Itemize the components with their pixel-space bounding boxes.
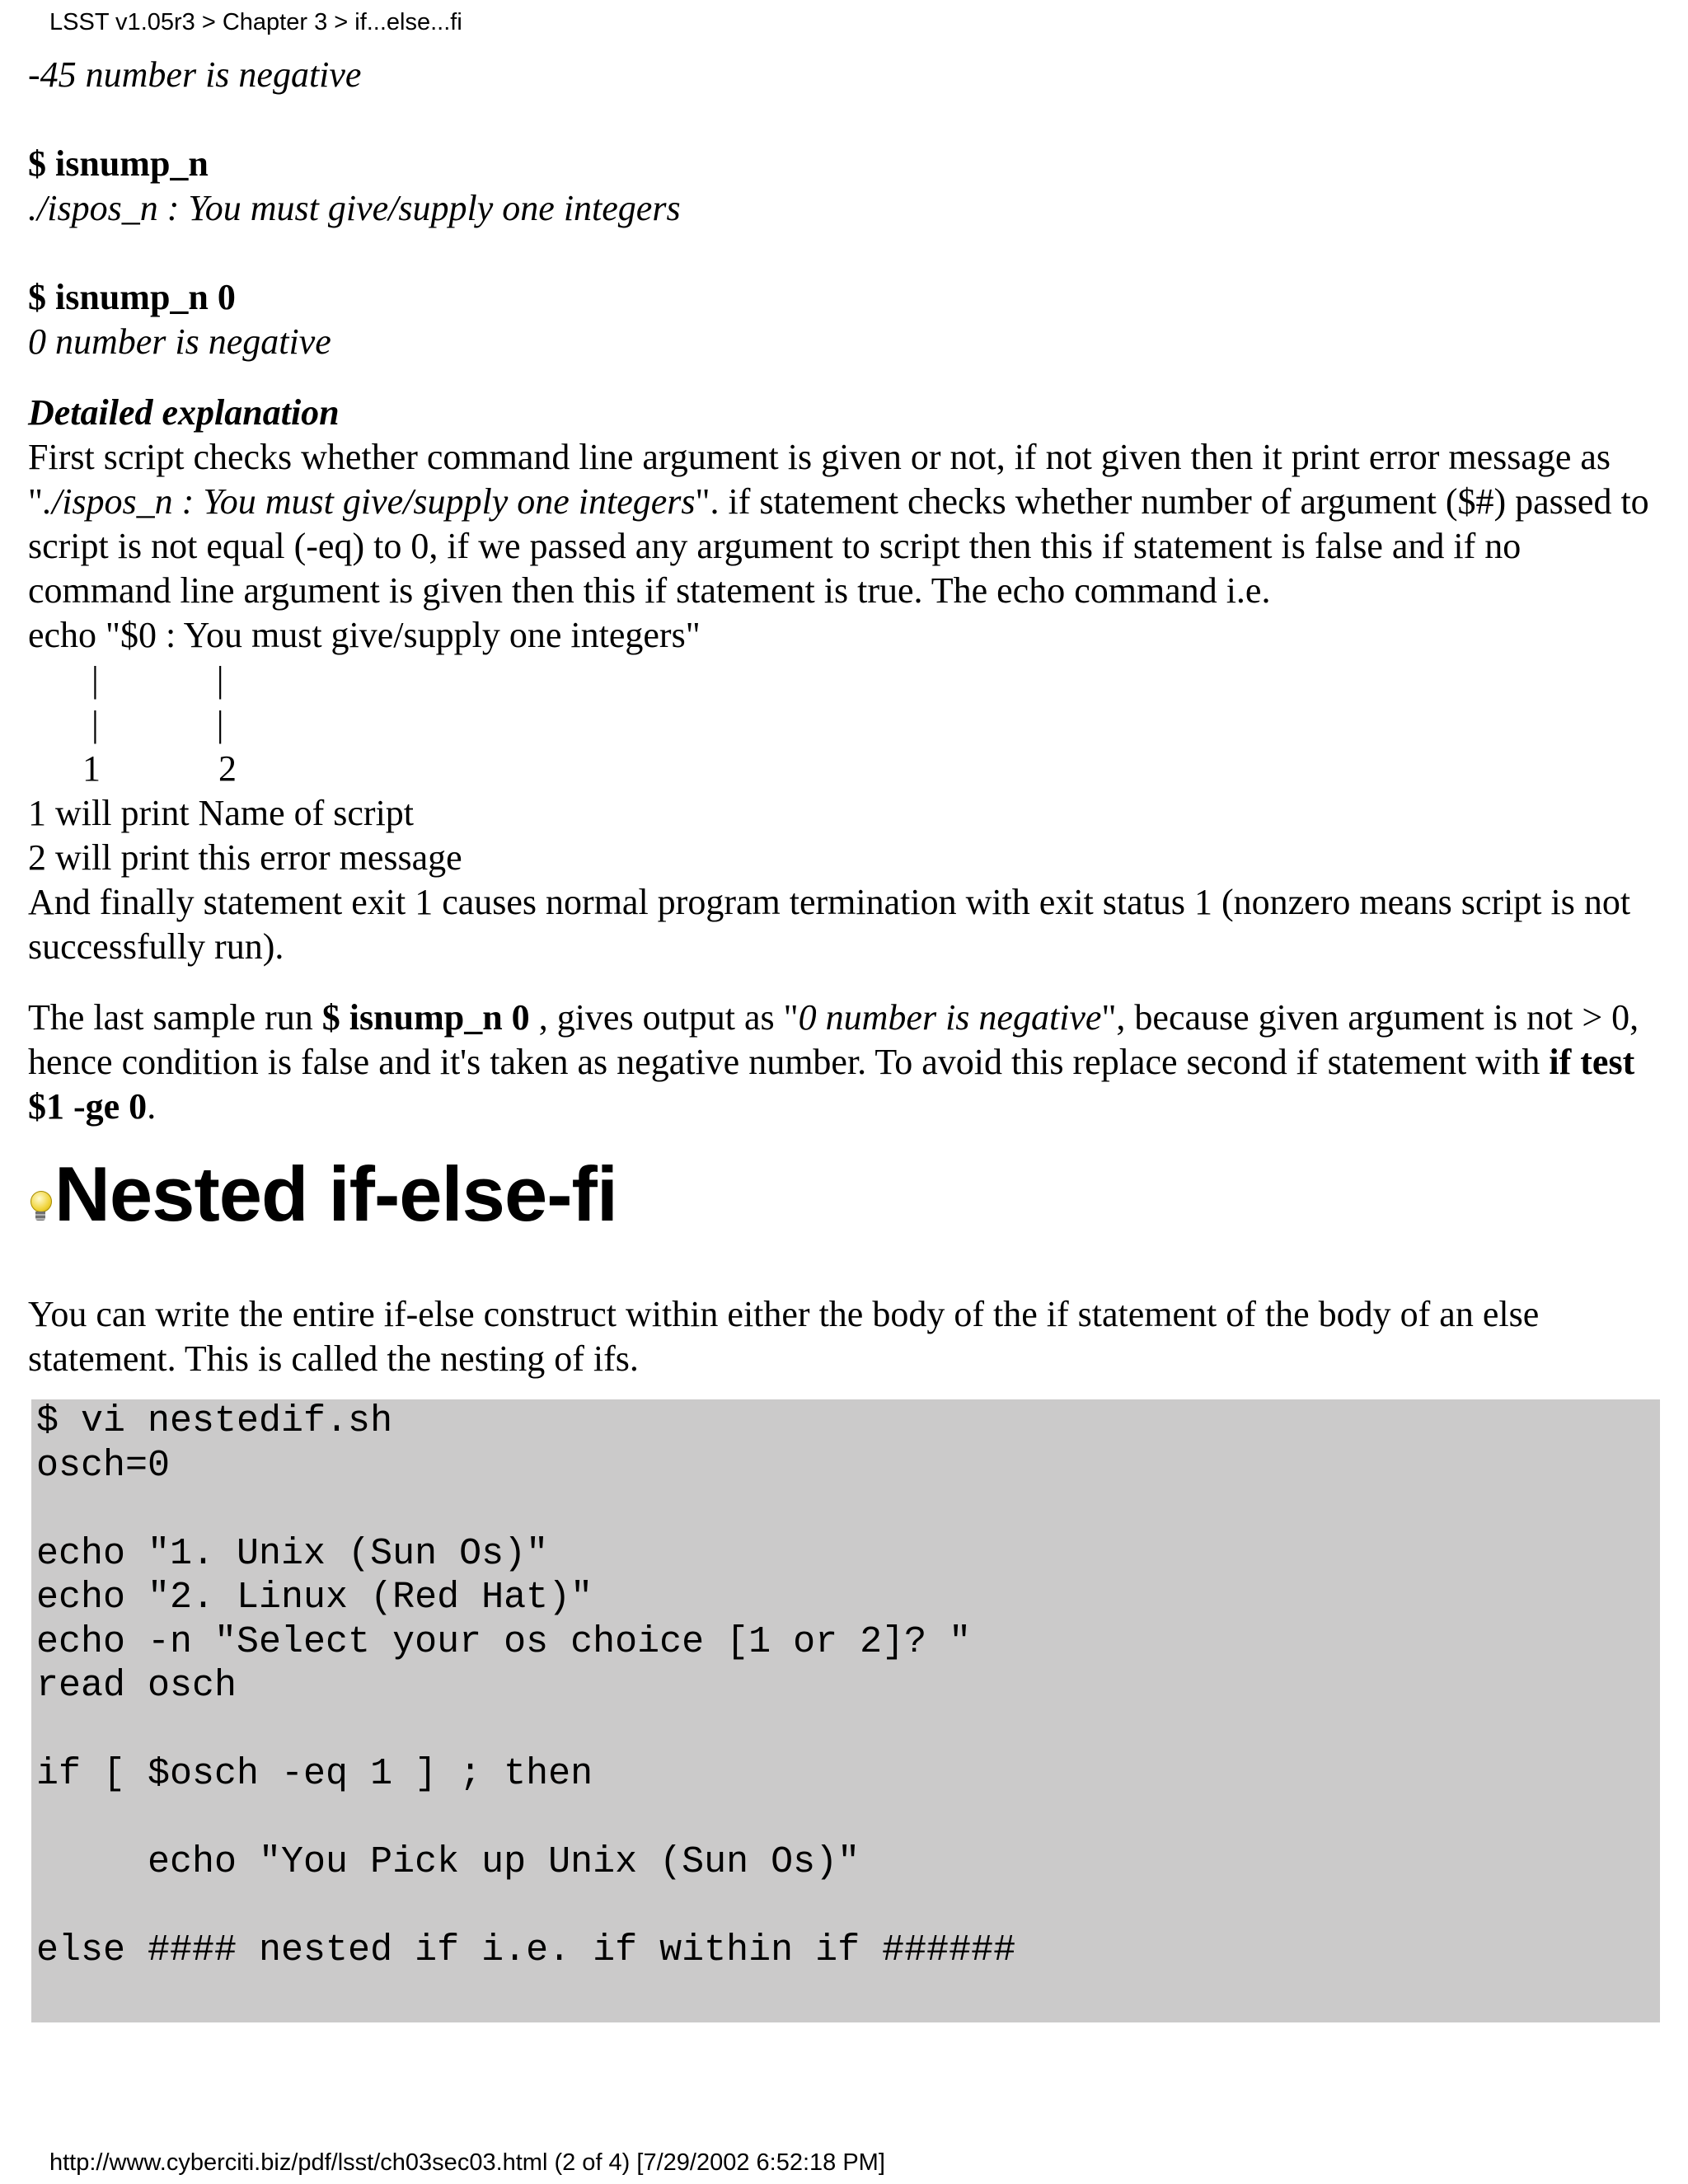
echo-command-line: echo "$0 : You must give/supply one integers": [28, 615, 701, 655]
sample-command: $ isnump_n 0: [28, 277, 236, 317]
code-block: [31, 1399, 1660, 2022]
code-line: echo -n "Select your os choice [1 or 2]? ": [36, 1620, 972, 1663]
code-line: osch=0: [36, 1444, 171, 1487]
sample-command: $ isnump_n: [28, 143, 209, 184]
last-run-paragraph: [28, 996, 1668, 1129]
inline-output: 0 number is negative: [798, 997, 1102, 1038]
explanation-note: 1 will print Name of script: [28, 793, 415, 833]
section-intro-paragraph: You can write the entire if-else construct within either the body of the if statement of the body of an else statement. This is called the nesting of ifs.: [28, 1294, 1540, 1379]
code-line: [36, 1708, 1660, 1753]
sample-output: 0 number is negative: [28, 321, 331, 362]
lightbulb-icon: [28, 1188, 53, 1224]
page-header-breadcrumb: LSST v1.05r3 > Chapter 3 > if...else...fi: [49, 9, 462, 35]
sample-output: -45 number is negative: [28, 54, 362, 95]
inline-command: $ isnump_n 0: [321, 997, 530, 1038]
sample-output: ./ispos_n : You must give/supply one integers: [28, 188, 681, 228]
paragraph-text: The last sample run: [28, 997, 322, 1038]
code-line: [36, 1488, 1660, 1532]
code-line: echo "2. Linux (Red Hat)": [36, 1577, 593, 1619]
explanation-note: 2 will print this error message: [28, 837, 462, 878]
paragraph-text: ", because given argument is not > 0, hence condition is false and it's taken as negative number. To avoid this replace second if statement with: [28, 997, 1639, 1082]
pipe-marker-line: | |: [28, 704, 224, 744]
code-line: echo "1. Unix (Sun Os)": [36, 1532, 549, 1575]
explanation-paragraph: [28, 435, 1668, 613]
pipe-number-line: 1 2: [28, 748, 237, 789]
error-message-quote: ./ispos_n : You must give/supply one integers: [42, 481, 696, 522]
code-line: [36, 1973, 1660, 2018]
exit-status-paragraph: And finally statement exit 1 causes normal program termination with exit status 1 (nonzero means script is not successfully run).: [28, 882, 1631, 967]
code-line: [36, 1885, 1660, 1929]
explanation-text: First script checks whether command line argument is given or not, if not given then it print error message as ": [28, 437, 1611, 522]
page-footer-url: http://www.cyberciti.biz/pdf/lsst/ch03sec03.html (2 of 4) [7/29/2002 6:52:18 PM]: [49, 2149, 885, 2176]
explanation-text: ". if statement checks whether number of argument ($#) passed to script is not equal (-eq) to 0, if we passed any argument to script then this if statement is false and if no command line argument is given then this if statement is true. The echo command i.e.: [28, 481, 1649, 611]
code-line: echo "You Pick up Unix (Sun Os)": [36, 1841, 860, 1883]
code-line: $ vi nestedif.sh: [36, 1400, 393, 1442]
section-title: Nested if-else-fi: [54, 1151, 617, 1237]
code-line: else #### nested if i.e. if within if ######: [36, 1929, 1016, 1971]
code-line: read osch: [36, 1665, 237, 1707]
explanation-heading: Detailed explanation: [28, 392, 340, 433]
paragraph-text: , gives output as ": [529, 997, 799, 1038]
code-line: [36, 1797, 1660, 1841]
code-line: if [ $osch -eq 1 ] ; then: [36, 1753, 593, 1795]
document-body: [28, 53, 1668, 2022]
inline-code-fix: if test $1 -ge 0: [28, 1042, 1635, 1127]
section-heading: [28, 1136, 1668, 1253]
paragraph-text: .: [147, 1086, 157, 1127]
pipe-marker-line: | |: [28, 659, 224, 700]
